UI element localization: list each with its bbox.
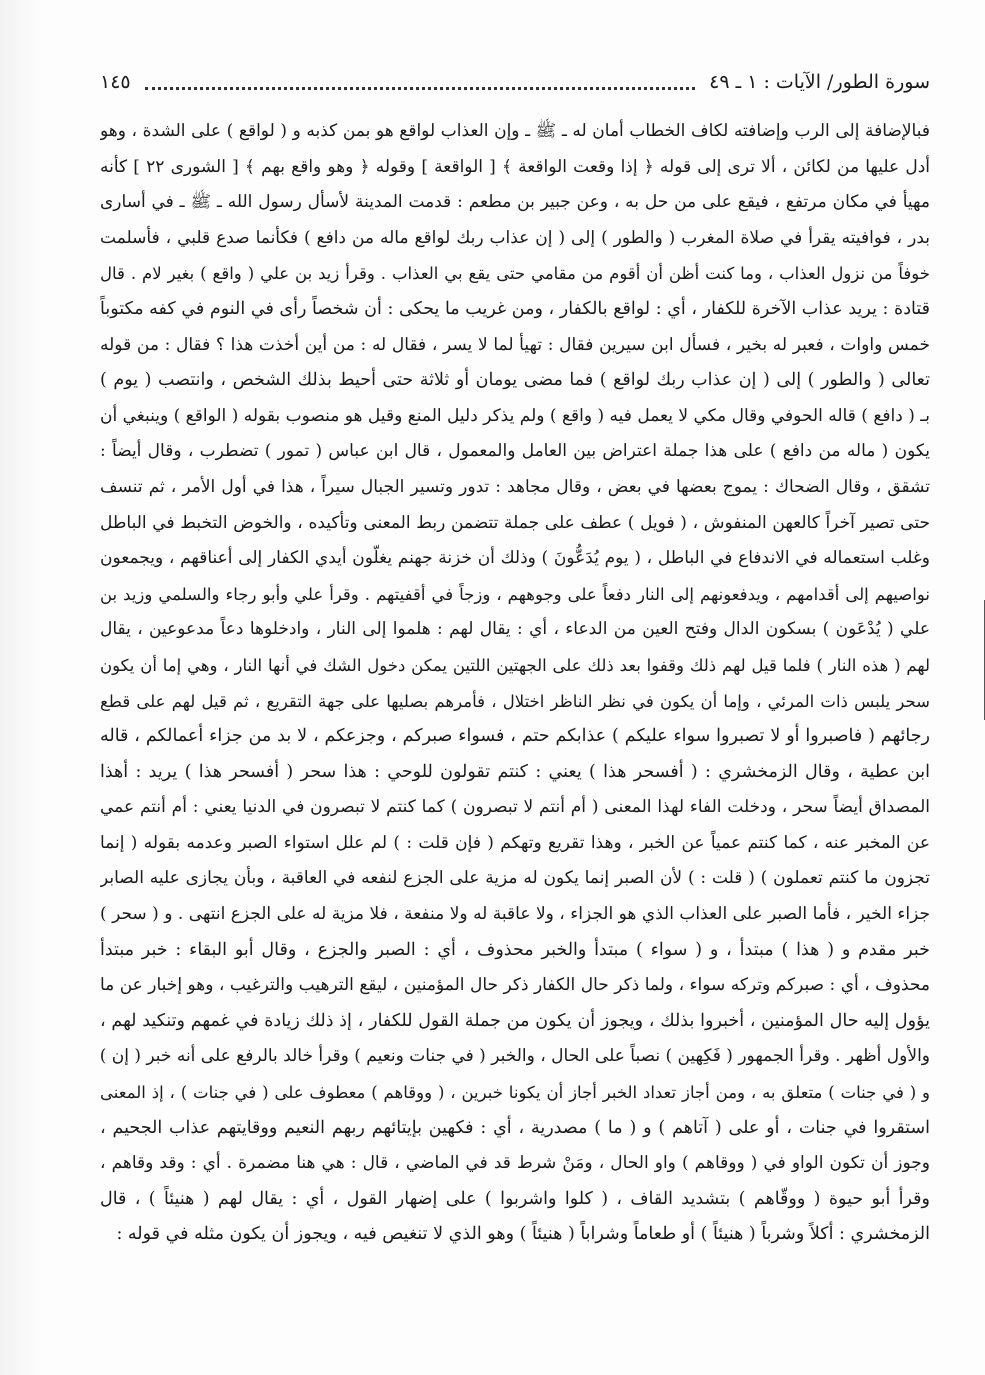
text-line: عن المخبر عنه ، كما كنتم عمياً عن الخبر ، وهذا تقريع وتهكم ( فإن قلت : ) لم علل استواء الصبر وعدمه بقوله ( إنما [100, 832, 930, 853]
text-line: يؤول إليه حال المؤمنين ، أخبروا بذلك ، ويجوز أن يكون من جملة القول للكفار ، إذ ذلك زيادة في غمهم وتنكيد لهم ، [100, 1010, 930, 1031]
text-line: والأول أظهر . وقرأ الجمهور ( فَكِهين ) نصباً على الحال ، والخبر ( في جنات ونعيم ) وقرأ خالد بالرفع على أنه خبر ( إن ) [100, 1046, 930, 1067]
text-line: تشقق ، وقال الضحاك : يموج بعضها في بعض ، وقال مجاهد : تدور وتسير الجبال سيراً ، هذا في أول الأمر ، ثم تنسف [100, 476, 930, 497]
page-number: ١٤٥ [100, 71, 131, 93]
running-header [100, 64, 930, 100]
text-line: خبر مقدم و ( هذا ) مبتدأ ، و ( سواء ) مبتدأ والخبر محذوف ، أي : الصبر والجزع ، وقال أبو البقاء : خبر مبتدأ [100, 939, 930, 960]
text-line: خوفاً من نزول العذاب ، وما كنت أظن أن أقوم من مقامي حتى يقع بي العذاب . وقرأ زيد بن علي ( واقع ) بغير لام . قال [100, 264, 930, 284]
text-line: بـ ( دافع ) قاله الحوفي وقال مكي لا يعمل فيه ( واقع ) ولم يذكر دليل المنع وقيل هو منصوب بقوله ( الواقع ) وينبغي أن [100, 405, 930, 426]
text-line: المصداق أيضاً سحر ، ودخلت الفاء لهذا المعنى ( أم أنتم لا تبصرون ) كما كنتم لا تبصرون في الدنيا يعني : أم أنتم عمي [100, 797, 930, 818]
text-line: لهم ( هذه النار ) فلما قيل لهم ذلك وقفوا بعد ذلك على الجهتين اللتين يمكن دخول الشك في أنها النار ، وهي إما أن يكون [100, 655, 930, 675]
text-line: نواصيهم إلى أقدامهم ، ويدفعونهم إلى النار دفعاً على وجوههم ، وزجاً في أقفيتهم . وقرأ علي وأبو رجاء والسلمي وزيد بن [100, 584, 930, 604]
text-line: حتى تصير آخراً كالعهن المنفوش ، ( فويل ) عطف على جملة تتضمن ربط المعنى وتأكيده ، والخوض التخبط في الباطل [100, 512, 930, 533]
dotted-leader [145, 75, 696, 90]
text-line: قتادة : يريد عذاب الآخرة للكفار ، أي : لواقع بالكفار ، ومن غريب ما يحكى : أن شخصاً رأى في النوم في كفه مكتوباً [100, 298, 930, 319]
text-line: الزمخشري : أكلاً وشرباً ( هنيئاً ) أو طعاماً وشراباً ( هنيئاً ) وهو الذي لا تنغيص فيه ، ويجوز أن يكون مثله في قوله : [116, 1224, 930, 1245]
commentary-text [100, 114, 930, 1253]
text-line: مهيأ في مكان مرتفع ، فيقع على من حل به ، وعن جبير بن مطعم : قدمت المدينة لأسأل رسول الله ـ ﷺ ـ في أسارى [100, 192, 930, 213]
text-line: رجائهم ( فاصبروا أو لا تصبروا سواء عليكم ) عذابكم حتم ، فسواء صبركم ، وجزعكم ، لا بد من جزاء أعمالكم ، قاله [100, 726, 930, 747]
text-line: جزاء الخير ، فأما الصبر على العذاب الذي هو الجزاء ، ولا عاقبة له ولا منفعة ، فلا مزية له على الجزع انتهى . و ( سحر ) [100, 904, 930, 925]
text-line: سحر يلبس ذات المرئي ، وإما أن يكون في نظر الناظر اختلال ، فأمرهم بصليها على جهة التقريع ، ثم قيل لهم على قطع [100, 691, 930, 711]
text-line: ابن عطية ، وقال الزمخشري : ( أفسحر هذا ) يعني : كنتم تقولون للوحي : هذا سحر ( أفسحر هذا ) يريد : أهذا [100, 761, 930, 782]
text-line: علي ( يُدْعَون ) بسكون الدال وفتح العين من الدعاء ، أي : يقال لهم : هلموا إلى النار ، وادخلوها دعاً مدعوعين ، يقال [100, 619, 930, 640]
text-line: خمس واوات ، فعبر له بخير ، فسأل ابن سيرين فقال : تهيأ لما لا يسر ، فقال له : من أين أخذت هذا ؟ فقال : من قوله [100, 334, 930, 355]
text-line: و ( في جنات ) متعلق به ، ومن أجاز تعداد الخبر أجاز أن يكونا خبرين ، ( ووقاهم ) معطوف على ( في جنات ) ، إذ المعنى [100, 1083, 930, 1103]
text-line: أدل عليها من لكائن ، ألا ترى إلى قوله ﴿ إذا وقعت الواقعة ﴾ [ الواقعة ] وقوله ﴿ وهو واقع بهم ﴾ [ الشورى ٢٢ ] كأنه [100, 156, 930, 177]
text-line: وغلب استعماله في الاندفاع في الباطل ، ( يوم يُدَعُّونَ ) وذلك أن خزنة جهنم يغلّون أيدي الكفار إلى أعناقهم ، ويجمعون [100, 548, 930, 569]
text-line: استقروا في جنات ، أو على ( آتاهم ) و ( ما ) مصدرية ، أي : فكهين بإيتائهم ربهم النعيم ووقايتهم عذاب الجحيم ، [100, 1117, 930, 1138]
text-line: تجزون ما كنتم تعملون ) ( قلت : ) لأن الصبر إنما يكون له مزية على الجزع لنفعه في العاقبة ، وبأن يجازى عليه الصابر [100, 868, 930, 889]
surah-title: سورة الطور/ الآيات : ١ ـ ٤٩ [709, 71, 930, 93]
scan-edge-shade [0, 0, 40, 1375]
text-line: وقرأ أبو حيوة ( ووقّاهم ) بتشديد القاف ، ( كلوا واشربوا ) على إضهار القول ، أي : يقال لهم ( هنيئاً ) ، قال [100, 1188, 930, 1209]
text-line: فبالإضافة إلى الرب وإضافته لكاف الخطاب أمان له ـ ﷺ ـ وإن العذاب لواقع هو بمن كذبه و ( لواقع ) على الشدة ، وهو [100, 121, 930, 141]
text-line: تعالى ( والطور ) إلى ( إن عذاب ربك لواقع ) فما مضى يومان أو ثلاثة حتى أحيط بذلك الشخص ، وانتصب ( يوم ) [100, 370, 930, 391]
text-line: بدر ، فوافيته يقرأ في صلاة المغرب ( والطور ) إلى ( إن عذاب ربك لواقع ماله من دافع ) فكأنما صدع قلبي ، فأسلمت [100, 227, 930, 248]
text-line: وجوز أن تكون الواو في ( ووقاهم ) واو الحال ، ومَنْ شرط قد في الماضي ، قال : هي هنا مضمرة . أي : وقد وقاهم ، [100, 1153, 930, 1174]
text-line: يكون ( ماله من دافع ) على هذا جملة اعتراض بين العامل والمعمول ، قال ابن عباس ( تمور ) تضطرب ، وقال أيضاً : [100, 441, 930, 462]
text-line: محذوف ، أي : صبركم وتركه سواء ، ولما ذكر حال الكفار ذكر حال المؤمنين ، ليقع الترهيب والترغيب ، وهو إخبار عن ما [100, 975, 930, 996]
